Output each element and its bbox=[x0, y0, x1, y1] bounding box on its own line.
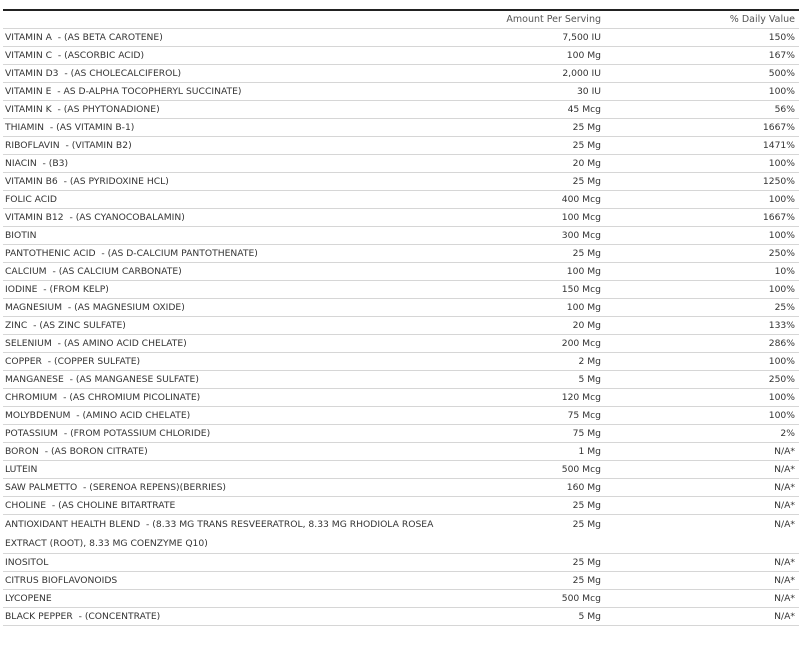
table-row bbox=[3, 119, 799, 137]
nutrient-separator: - bbox=[46, 266, 59, 277]
table-row bbox=[3, 47, 799, 65]
nutrient-separator: - bbox=[46, 500, 59, 511]
nutrient-source: (AS PYRIDOXINE HCL) bbox=[69, 176, 169, 187]
nutrient-name: VITAMIN B6 bbox=[5, 176, 58, 187]
daily-value: 133% bbox=[603, 317, 799, 335]
table-row bbox=[3, 173, 799, 191]
nutrient-name: BLACK PEPPER bbox=[5, 611, 73, 622]
table-row bbox=[3, 407, 799, 425]
amount-per-serving: 120 Mcg bbox=[473, 389, 603, 407]
daily-value: 100% bbox=[603, 155, 799, 173]
amount-per-serving: 160 Mg bbox=[473, 479, 603, 497]
nutrient-cell bbox=[3, 47, 473, 65]
nutrient-name: FOLIC ACID bbox=[5, 194, 58, 205]
nutrient-cell bbox=[3, 119, 473, 137]
nutrient-source: (AS AMINO ACID CHELATE) bbox=[63, 338, 187, 349]
nutrient-source: (AMINO ACID CHELATE) bbox=[82, 410, 191, 421]
nutrient-name: CITRUS BIOFLAVONOIDS bbox=[5, 575, 118, 586]
nutrient-cell bbox=[3, 371, 473, 389]
nutrient-separator: - bbox=[72, 611, 85, 622]
table-row bbox=[3, 608, 799, 626]
nutrient-separator: - bbox=[51, 104, 64, 115]
nutrient-cell bbox=[3, 497, 473, 515]
nutrient-cell bbox=[3, 608, 473, 626]
daily-value: N/A* bbox=[603, 497, 799, 515]
daily-value: N/A* bbox=[603, 443, 799, 461]
table-row bbox=[3, 317, 799, 335]
table-body bbox=[3, 29, 799, 626]
amount-per-serving: 100 Mg bbox=[473, 263, 603, 281]
table-row bbox=[3, 389, 799, 407]
nutrient-separator: - bbox=[57, 428, 71, 439]
table-row bbox=[3, 461, 799, 479]
table-row bbox=[3, 281, 799, 299]
nutrient-source: (AS CHOLINE BITARTRATE bbox=[58, 500, 176, 511]
amount-per-serving: 150 Mcg bbox=[473, 281, 603, 299]
table-row bbox=[3, 83, 799, 101]
amount-per-serving: 25 Mg bbox=[473, 554, 603, 572]
nutrient-cell bbox=[3, 389, 473, 407]
nutrient-name: VITAMIN A bbox=[5, 32, 52, 43]
nutrient-source: (FROM POTASSIUM CHLORIDE) bbox=[70, 428, 211, 439]
nutrient-cell bbox=[3, 83, 473, 101]
daily-value: 100% bbox=[603, 353, 799, 371]
nutrient-cell bbox=[3, 65, 473, 83]
table-row bbox=[3, 227, 799, 245]
supplement-facts-panel bbox=[3, 9, 799, 626]
daily-value: 1667% bbox=[603, 119, 799, 137]
nutrient-cell bbox=[3, 101, 473, 119]
nutrient-source: (AS CALCIUM CARBONATE) bbox=[58, 266, 182, 277]
nutrient-separator: - bbox=[77, 482, 90, 493]
nutrient-name: LYCOPENE bbox=[5, 593, 52, 604]
table-row bbox=[3, 479, 799, 497]
nutrient-source: (AS PHYTONADIONE) bbox=[63, 104, 160, 115]
daily-value: N/A* bbox=[603, 479, 799, 497]
table-row bbox=[3, 554, 799, 572]
amount-per-serving: 2,000 IU bbox=[473, 65, 603, 83]
daily-value: 100% bbox=[603, 389, 799, 407]
nutrient-name: POTASSIUM bbox=[5, 428, 58, 439]
table-row bbox=[3, 299, 799, 317]
nutrient-cell bbox=[3, 425, 473, 443]
nutrient-name: CHOLINE bbox=[5, 500, 47, 511]
nutrient-separator: - bbox=[27, 320, 40, 331]
nutrient-separator: - bbox=[59, 140, 72, 151]
nutrient-separator: - bbox=[95, 248, 108, 259]
nutrient-name: NIACIN bbox=[5, 158, 37, 169]
header-amount-per-serving: Amount Per Serving bbox=[473, 10, 603, 29]
nutrient-cell bbox=[3, 572, 473, 590]
daily-value: 2% bbox=[603, 425, 799, 443]
nutrient-separator: - bbox=[37, 284, 50, 295]
nutrient-separator: - bbox=[63, 212, 76, 223]
nutrient-name: BORON bbox=[5, 446, 39, 457]
nutrient-cell bbox=[3, 335, 473, 353]
amount-per-serving: 25 Mg bbox=[473, 173, 603, 191]
nutrient-source: (AS D-CALCIUM PANTOTHENATE) bbox=[107, 248, 258, 259]
nutrient-separator: - bbox=[62, 302, 75, 313]
daily-value: 10% bbox=[603, 263, 799, 281]
nutrient-name: VITAMIN K bbox=[5, 104, 52, 115]
table-row bbox=[3, 353, 799, 371]
amount-per-serving: 25 Mg bbox=[473, 497, 603, 515]
nutrient-separator: - bbox=[63, 374, 76, 385]
nutrient-table bbox=[3, 9, 799, 626]
nutrient-cell bbox=[3, 137, 473, 155]
nutrient-separator: - bbox=[36, 158, 49, 169]
nutrient-cell bbox=[3, 173, 473, 191]
daily-value: 1667% bbox=[603, 209, 799, 227]
nutrient-name: MANGANESE bbox=[5, 374, 64, 385]
daily-value: 167% bbox=[603, 47, 799, 65]
nutrient-cell bbox=[3, 515, 473, 554]
nutrient-source: (AS CHOLECALCIFEROL) bbox=[70, 68, 182, 79]
table-row bbox=[3, 590, 799, 608]
table-row bbox=[3, 29, 799, 47]
daily-value: 1250% bbox=[603, 173, 799, 191]
table-row bbox=[3, 515, 799, 554]
nutrient-name: VITAMIN B12 bbox=[5, 212, 64, 223]
nutrient-name: THIAMIN bbox=[5, 122, 45, 133]
table-row bbox=[3, 155, 799, 173]
nutrient-cell bbox=[3, 281, 473, 299]
nutrient-name: CALCIUM bbox=[5, 266, 47, 277]
daily-value: 150% bbox=[603, 29, 799, 47]
nutrient-name: SELENIUM bbox=[5, 338, 52, 349]
amount-per-serving: 400 Mcg bbox=[473, 191, 603, 209]
nutrient-separator: - bbox=[58, 68, 71, 79]
table-row bbox=[3, 101, 799, 119]
nutrient-source: (AS CYANOCOBALAMIN) bbox=[75, 212, 185, 223]
daily-value: N/A* bbox=[603, 608, 799, 626]
nutrient-cell bbox=[3, 407, 473, 425]
nutrient-name: SAW PALMETTO bbox=[5, 482, 78, 493]
nutrient-separator: - bbox=[41, 356, 54, 367]
table-row bbox=[3, 137, 799, 155]
nutrient-cell bbox=[3, 155, 473, 173]
nutrient-source: (AS MAGNESIUM OXIDE) bbox=[74, 302, 185, 313]
table-row bbox=[3, 371, 799, 389]
amount-per-serving: 5 Mg bbox=[473, 608, 603, 626]
nutrient-cell bbox=[3, 263, 473, 281]
nutrient-name: CHROMIUM bbox=[5, 392, 58, 403]
nutrient-separator: - bbox=[38, 446, 51, 457]
daily-value: N/A* bbox=[603, 461, 799, 479]
nutrient-source: (AS BORON CITRATE) bbox=[50, 446, 148, 457]
amount-per-serving: 25 Mg bbox=[473, 245, 603, 263]
table-row bbox=[3, 263, 799, 281]
nutrient-name: VITAMIN E bbox=[5, 86, 52, 97]
nutrient-name: RIBOFLAVIN bbox=[5, 140, 60, 151]
table-row bbox=[3, 209, 799, 227]
amount-per-serving: 5 Mg bbox=[473, 371, 603, 389]
nutrient-source: (SERENOA REPENS)(BERRIES) bbox=[89, 482, 227, 493]
daily-value: 1471% bbox=[603, 137, 799, 155]
nutrient-cell bbox=[3, 191, 473, 209]
nutrient-cell bbox=[3, 479, 473, 497]
daily-value: 100% bbox=[603, 191, 799, 209]
amount-per-serving: 100 Mg bbox=[473, 299, 603, 317]
amount-per-serving: 7,500 IU bbox=[473, 29, 603, 47]
nutrient-cell bbox=[3, 29, 473, 47]
nutrient-name: COPPER bbox=[5, 356, 42, 367]
nutrient-separator: - bbox=[140, 519, 153, 530]
nutrient-cell bbox=[3, 317, 473, 335]
daily-value: 100% bbox=[603, 407, 799, 425]
nutrient-source: AS D-ALPHA TOCOPHERYL SUCCINATE) bbox=[63, 86, 242, 97]
daily-value: 25% bbox=[603, 299, 799, 317]
daily-value: N/A* bbox=[603, 515, 799, 554]
nutrient-separator: - bbox=[57, 392, 70, 403]
header-daily-value: % Daily Value bbox=[603, 10, 799, 29]
amount-per-serving: 75 Mcg bbox=[473, 407, 603, 425]
amount-per-serving: 25 Mg bbox=[473, 572, 603, 590]
nutrient-name: INOSITOL bbox=[5, 557, 49, 568]
table-row bbox=[3, 425, 799, 443]
daily-value: N/A* bbox=[603, 554, 799, 572]
nutrient-name: VITAMIN D3 bbox=[5, 68, 59, 79]
amount-per-serving: 20 Mg bbox=[473, 317, 603, 335]
nutrient-name: MOLYBDENUM bbox=[5, 410, 71, 421]
nutrient-cell bbox=[3, 227, 473, 245]
table-header-row bbox=[3, 10, 799, 29]
nutrient-source: (AS CHROMIUM PICOLINATE) bbox=[69, 392, 201, 403]
nutrient-name: MAGNESIUM bbox=[5, 302, 63, 313]
nutrient-name: PANTOTHENIC ACID bbox=[5, 248, 96, 259]
daily-value: 100% bbox=[603, 227, 799, 245]
table-row bbox=[3, 191, 799, 209]
table-row bbox=[3, 497, 799, 515]
daily-value: 100% bbox=[603, 83, 799, 101]
amount-per-serving: 300 Mcg bbox=[473, 227, 603, 245]
nutrient-separator: - bbox=[44, 122, 57, 133]
amount-per-serving: 25 Mg bbox=[473, 119, 603, 137]
amount-per-serving: 25 Mg bbox=[473, 515, 603, 554]
daily-value: 250% bbox=[603, 371, 799, 389]
header-nutrient bbox=[3, 10, 473, 29]
daily-value: N/A* bbox=[603, 572, 799, 590]
nutrient-source: (AS VITAMIN B-1) bbox=[56, 122, 135, 133]
amount-per-serving: 25 Mg bbox=[473, 137, 603, 155]
table-row bbox=[3, 572, 799, 590]
amount-per-serving: 45 Mcg bbox=[473, 101, 603, 119]
nutrient-name: ZINC bbox=[5, 320, 28, 331]
nutrient-source: (B3) bbox=[48, 158, 69, 169]
daily-value: 250% bbox=[603, 245, 799, 263]
daily-value: 500% bbox=[603, 65, 799, 83]
daily-value: N/A* bbox=[603, 590, 799, 608]
nutrient-source: (AS BETA CAROTENE) bbox=[63, 32, 163, 43]
table-row bbox=[3, 245, 799, 263]
nutrient-source: (COPPER SULFATE) bbox=[54, 356, 141, 367]
table-row bbox=[3, 65, 799, 83]
nutrient-separator: - bbox=[51, 338, 64, 349]
amount-per-serving: 500 Mcg bbox=[473, 590, 603, 608]
nutrient-name: BIOTIN bbox=[5, 230, 37, 241]
amount-per-serving: 20 Mg bbox=[473, 155, 603, 173]
nutrient-cell bbox=[3, 209, 473, 227]
table-row bbox=[3, 335, 799, 353]
amount-per-serving: 2 Mg bbox=[473, 353, 603, 371]
amount-per-serving: 200 Mcg bbox=[473, 335, 603, 353]
nutrient-source: (AS ZINC SULFATE) bbox=[39, 320, 126, 331]
amount-per-serving: 100 Mg bbox=[473, 47, 603, 65]
nutrient-source: (FROM KELP) bbox=[49, 284, 109, 295]
nutrient-separator: - bbox=[70, 410, 83, 421]
amount-per-serving: 75 Mg bbox=[473, 425, 603, 443]
nutrient-name: LUTEIN bbox=[5, 464, 38, 475]
nutrient-cell bbox=[3, 443, 473, 461]
daily-value: 56% bbox=[603, 101, 799, 119]
nutrient-separator: - bbox=[57, 176, 70, 187]
nutrient-cell bbox=[3, 590, 473, 608]
nutrient-name: ANTIOXIDANT HEALTH BLEND bbox=[5, 519, 141, 530]
amount-per-serving: 1 Mg bbox=[473, 443, 603, 461]
nutrient-separator: - bbox=[51, 86, 64, 97]
nutrient-cell bbox=[3, 554, 473, 572]
amount-per-serving: 100 Mcg bbox=[473, 209, 603, 227]
nutrient-name: VITAMIN C bbox=[5, 50, 53, 61]
daily-value: 286% bbox=[603, 335, 799, 353]
nutrient-name: IODINE bbox=[5, 284, 38, 295]
nutrient-cell bbox=[3, 299, 473, 317]
amount-per-serving: 500 Mcg bbox=[473, 461, 603, 479]
table-row bbox=[3, 443, 799, 461]
nutrient-source: (ASCORBIC ACID) bbox=[64, 50, 145, 61]
nutrient-source: (8.33 MG TRANS RESVEERATROL, 8.33 MG RHODIOLA ROSEA EXTRACT (ROOT), 8.33 MG COENZYME Q10) bbox=[5, 519, 434, 549]
nutrient-cell bbox=[3, 245, 473, 263]
nutrient-cell bbox=[3, 461, 473, 479]
nutrient-separator: - bbox=[51, 32, 64, 43]
nutrient-source: (AS MANGANESE SULFATE) bbox=[75, 374, 199, 385]
nutrient-cell bbox=[3, 353, 473, 371]
nutrient-separator: - bbox=[52, 50, 65, 61]
amount-per-serving: 30 IU bbox=[473, 83, 603, 101]
nutrient-source: (VITAMIN B2) bbox=[71, 140, 132, 151]
nutrient-source: (CONCENTRATE) bbox=[84, 611, 161, 622]
daily-value: 100% bbox=[603, 281, 799, 299]
